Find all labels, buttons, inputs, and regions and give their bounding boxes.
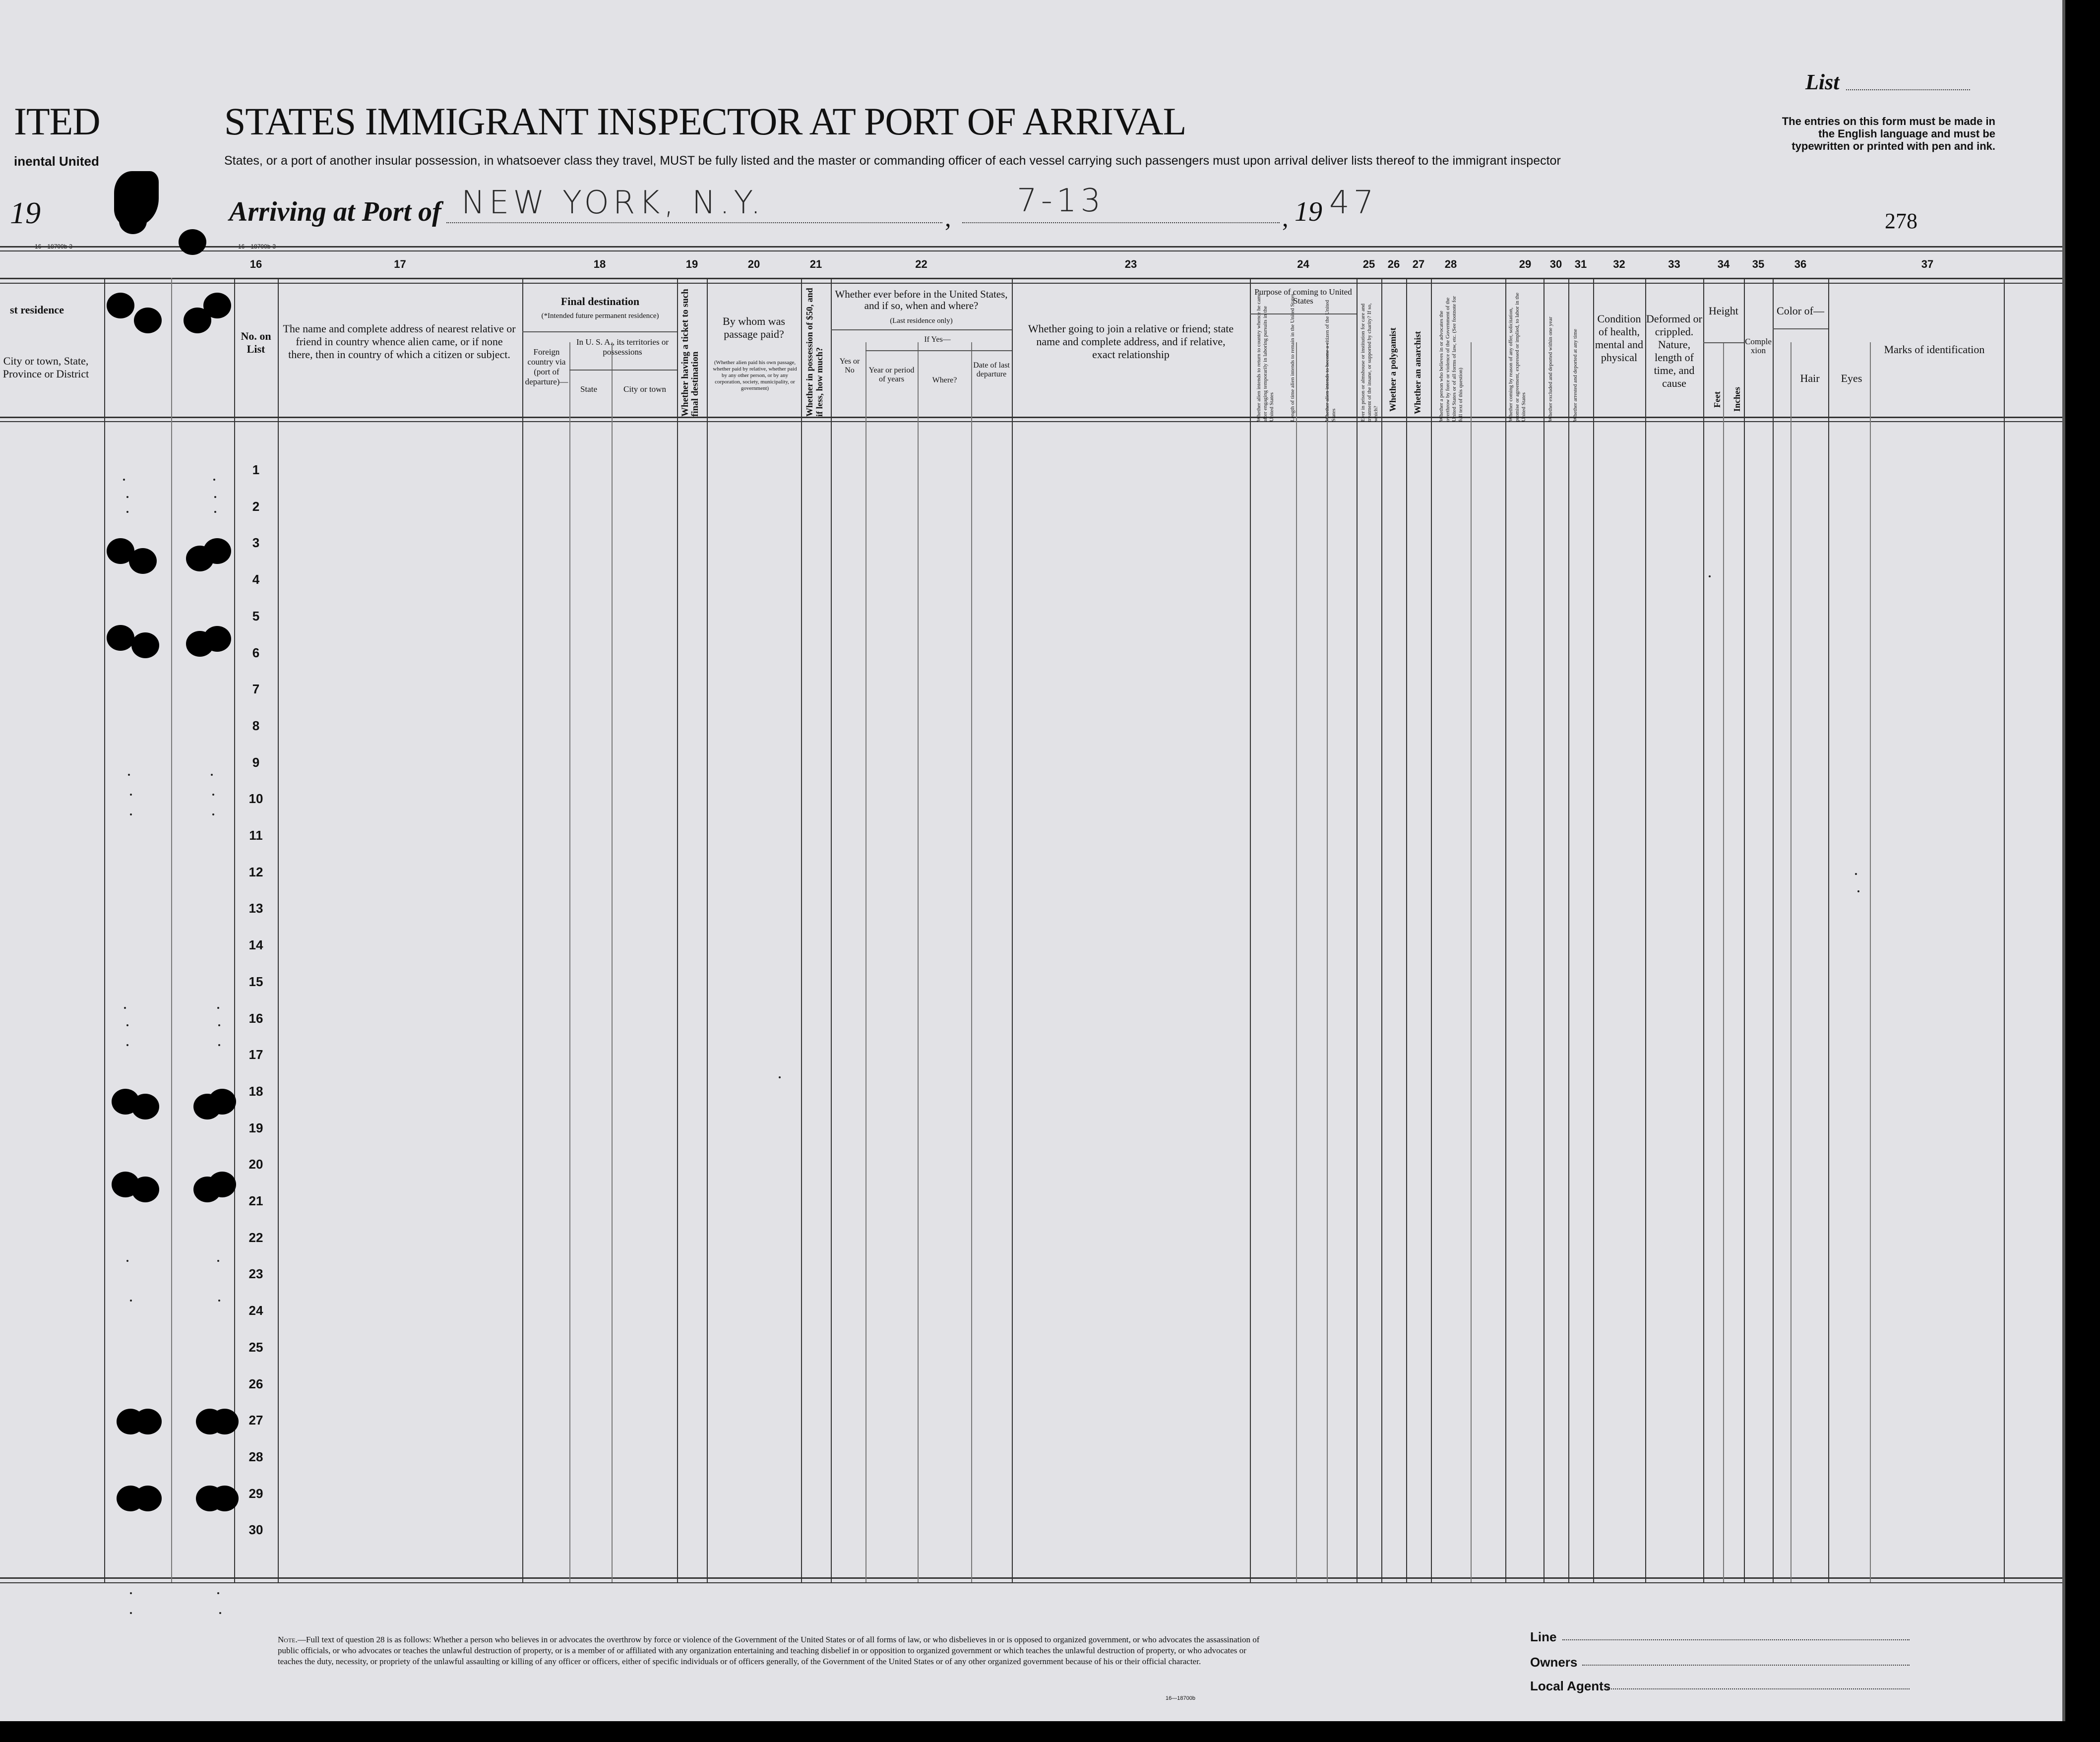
page-number: 278 <box>1885 209 1917 233</box>
punch-hole <box>211 1409 239 1434</box>
column-line <box>865 342 866 1582</box>
col31-heading: Whether arrested and deported at any time <box>1572 329 1578 422</box>
line-label: Line <box>1530 1629 1557 1644</box>
note-label: Note. <box>278 1635 298 1644</box>
colnum-30: 30 <box>1549 258 1562 270</box>
row-number: 9 <box>252 755 260 770</box>
col32-heading: Condition of health, mental and physical <box>1595 312 1644 364</box>
instructions: The entries on this form must be made in the English language and must be typewritten or printed with pen and ink. <box>1782 115 1995 152</box>
punch-hole <box>131 632 159 658</box>
speck <box>217 1007 219 1009</box>
rule-top-1 <box>0 246 2062 248</box>
torn-corner <box>114 171 159 226</box>
line-field <box>1562 1639 1910 1640</box>
list-label: List <box>1805 70 1840 94</box>
speck <box>212 794 214 796</box>
col33-heading: Deformed or crippled. Nature, length of time, and cause <box>1646 312 1702 389</box>
row-number: 26 <box>248 1376 263 1391</box>
column-line <box>801 278 802 1582</box>
punch-hole <box>211 1486 239 1511</box>
speck <box>126 1024 128 1026</box>
column-line <box>1406 278 1407 1582</box>
column-line <box>171 278 172 1582</box>
col18-city: City or town <box>623 384 666 394</box>
column-line <box>1645 278 1646 1582</box>
no-on-list-heading: No. on List <box>241 330 271 355</box>
colnum-37: 37 <box>1921 258 1934 270</box>
col22-yesno: Yes or No <box>839 357 860 374</box>
colnum-28: 28 <box>1444 258 1457 270</box>
colnum-17: 17 <box>394 258 406 270</box>
colnum-22: 22 <box>915 258 927 270</box>
col18-title: Final destination <box>560 295 640 308</box>
colnum-26: 26 <box>1387 258 1400 270</box>
row-number: 5 <box>252 609 260 623</box>
col18-state: State <box>580 384 597 394</box>
col36-title: Color of— <box>1777 305 1824 317</box>
speck <box>213 479 215 481</box>
subheader-divider <box>522 331 677 332</box>
speck <box>218 1300 220 1302</box>
speck <box>126 1044 128 1046</box>
col22-date: Date of last departure <box>973 361 1010 378</box>
speck <box>130 1612 132 1614</box>
colnum-25: 25 <box>1362 258 1375 270</box>
colnum-33: 33 <box>1668 258 1680 270</box>
column-line <box>1431 278 1432 1582</box>
list-line <box>1846 89 1970 90</box>
column-line <box>1250 278 1251 1582</box>
row-number: 22 <box>248 1230 263 1245</box>
col24-b: Length of time alien intends to remain in the United States <box>1290 294 1296 422</box>
colnum-35: 35 <box>1752 258 1765 270</box>
rule-colnums <box>0 278 2062 279</box>
row-number: 13 <box>248 901 263 916</box>
punch-hole <box>134 308 162 333</box>
punch-hole <box>134 1486 162 1511</box>
colnum-29: 29 <box>1519 258 1532 270</box>
residence-heading: st residence <box>10 304 64 316</box>
col18-usa: In U. S. A., its territories or possessions <box>576 337 669 357</box>
punch-hole <box>208 1089 236 1115</box>
col34-title: Height <box>1709 305 1738 317</box>
punch-hole <box>134 1409 162 1434</box>
punch-hole <box>179 229 206 255</box>
row-number: 24 <box>248 1303 263 1318</box>
colnum-36: 36 <box>1794 258 1807 270</box>
colnum-20: 20 <box>747 258 760 270</box>
col22-ifyes: If Yes— <box>924 335 951 344</box>
row-number: 29 <box>248 1486 263 1501</box>
punch-hole <box>131 1177 159 1202</box>
arriving-label: Arriving at Port of <box>229 196 441 227</box>
speck <box>211 774 213 776</box>
speck <box>1709 575 1711 577</box>
row-number: 21 <box>248 1193 263 1208</box>
punch-hole <box>131 1094 159 1120</box>
row-number: 17 <box>248 1047 263 1062</box>
speck <box>126 496 128 498</box>
col26-heading: Whether a polygamist <box>1388 327 1398 412</box>
column-line <box>2004 278 2005 1582</box>
speck <box>126 511 128 513</box>
subheader-divider <box>569 370 677 371</box>
col23-heading: Whether going to join a relative or friend; state name and complete address, and if relative, exact relationship <box>1028 322 1234 361</box>
row-number: 7 <box>252 682 260 696</box>
row-number: 15 <box>248 974 263 989</box>
speck <box>130 1300 132 1302</box>
column-line <box>1773 278 1774 1582</box>
row-number: 18 <box>248 1084 263 1099</box>
row-number: 1 <box>252 462 260 477</box>
row-number: 2 <box>252 499 260 514</box>
speck <box>124 1007 126 1009</box>
rule-head-bottom-2 <box>0 421 2062 422</box>
agents-label: Local Agents <box>1530 1679 1611 1693</box>
year-fragment: 19 <box>10 196 41 230</box>
col24-title: Purpose of coming to United States <box>1254 287 1352 306</box>
speck <box>218 1044 220 1046</box>
speck <box>214 496 216 498</box>
row-number: 4 <box>252 572 260 587</box>
speck <box>130 1592 132 1594</box>
column-line <box>522 278 523 1582</box>
speck <box>126 1260 128 1262</box>
col22-title: Whether ever before in the United States, and if so, when and where? <box>835 288 1008 311</box>
colnum-34: 34 <box>1717 258 1730 270</box>
col20-note: (Whether alien paid his own passage, whether paid by relative, whether paid by any other person, or by any corporation, society, municipality, or government) <box>713 360 797 391</box>
column-line <box>612 342 613 1582</box>
col30-heading: Whether excluded and deported within one year <box>1547 316 1553 422</box>
speck <box>217 1592 219 1594</box>
subtitle: States, or a port of another insular possession, in whatsoever class they travel, MUST be fully listed and the master or commanding officer of each vessel carrying such passengers must upon arrival deliver lists thereof to the immigrant inspector <box>224 154 1561 168</box>
speck <box>212 813 214 815</box>
col24-a: Whether alien intends to return to country whence he came after engaging temporarily in laboring pursuits in the United States <box>1256 293 1275 422</box>
column-line <box>1327 342 1328 1582</box>
row-number: 16 <box>248 1011 263 1026</box>
col34-feet: Feet <box>1712 391 1722 408</box>
column-line <box>1296 342 1297 1582</box>
continental-fragment: inental United <box>14 154 99 169</box>
speck <box>218 1024 220 1026</box>
punch-hole <box>203 538 231 564</box>
column-line <box>1828 278 1829 1582</box>
subheader-divider <box>1773 328 1828 329</box>
speck <box>1857 890 1859 892</box>
col37-heading: Marks of identification <box>1884 343 1985 356</box>
year-handwritten: 47 <box>1329 185 1378 221</box>
row-number: 20 <box>248 1157 263 1172</box>
colnum-32: 32 <box>1613 258 1625 270</box>
date-handwritten: 7-13 <box>1017 183 1105 219</box>
colnum-16: 16 <box>249 258 262 270</box>
column-line <box>1381 278 1382 1582</box>
comma2: , <box>1282 204 1289 232</box>
column-line <box>677 278 678 1582</box>
col36-eyes: Eyes <box>1841 372 1862 384</box>
row-number: 23 <box>248 1266 263 1281</box>
column-line <box>831 278 832 1582</box>
comma: , <box>945 204 951 232</box>
row-number: 6 <box>252 645 260 660</box>
col17-heading: The name and complete address of nearest relative or friend in country whence alien came, or if none there, then in country of which a citizen or subject. <box>283 322 516 361</box>
colnum-19: 19 <box>685 258 698 270</box>
column-line <box>971 342 972 1582</box>
speck <box>128 774 130 776</box>
col25-heading: Ever in prison or almshouse or institution for care and treatment of the insane, or supported by charity? If so, which? <box>1360 303 1379 422</box>
speck <box>130 794 132 796</box>
col22-year: Year or period of years <box>868 366 915 383</box>
subheader-divider <box>865 350 1012 351</box>
col19-heading: Whether having a ticket to such final destination <box>680 289 700 417</box>
date-line <box>962 222 1280 223</box>
col21-heading: Whether in possession of $50, and if less, how much? <box>804 288 824 417</box>
speck <box>130 813 132 815</box>
column-line <box>1703 278 1704 1582</box>
row-number: 28 <box>248 1449 263 1464</box>
col28-heading: Whether a person who believes in or advocates the overthrow by force or violence of the Government of the United States or of all forms of law, etc. (See footnote for full text of this question) <box>1438 296 1464 422</box>
column-line <box>1870 342 1871 1582</box>
residence-subheading: City or town, State, Province or District <box>2 355 89 380</box>
column-line <box>918 342 919 1582</box>
column-line <box>1723 342 1724 1582</box>
col29-heading: Whether coming by reason of any offer, solicitation, promise or agreement, expressed or implied, to labor in the United States <box>1508 293 1527 422</box>
colnum-23: 23 <box>1124 258 1137 270</box>
colnum-27: 27 <box>1412 258 1425 270</box>
rule-top-2 <box>0 250 2062 251</box>
col22-where: Where? <box>932 376 957 384</box>
speck <box>214 511 216 513</box>
column-line <box>707 278 708 1582</box>
rule-body-bottom <box>0 1577 2062 1579</box>
column-line <box>104 278 105 1582</box>
form-code-bottom: 16—18700b <box>1166 1695 1195 1701</box>
punch-hole <box>129 548 157 574</box>
title-fragment: ITED <box>14 100 100 143</box>
col24-c: Whether alien intends to become a citizen of the United States <box>1324 300 1337 422</box>
rule-head-bottom <box>0 417 2062 418</box>
col34-inches: Inches <box>1732 386 1742 412</box>
row-number: 8 <box>252 718 260 733</box>
colnum-31: 31 <box>1574 258 1587 270</box>
speck <box>123 479 125 481</box>
colnum-18: 18 <box>593 258 606 270</box>
column-line <box>569 342 570 1582</box>
rule-colnums-2 <box>0 283 2062 284</box>
speck <box>779 1076 781 1078</box>
page-title: STATES IMMIGRANT INSPECTOR AT PORT OF ARRIVAL <box>224 100 1186 143</box>
owners-label: Owners <box>1530 1655 1578 1670</box>
row-number: 10 <box>248 791 263 806</box>
column-line <box>1744 278 1745 1582</box>
col20-title: By whom was passage paid? <box>723 315 785 340</box>
subheader-divider <box>831 329 1012 330</box>
col27-heading: Whether an anarchist <box>1413 331 1422 414</box>
col36-hair: Hair <box>1800 372 1820 384</box>
punch-hole <box>107 293 134 318</box>
row-number: 14 <box>248 937 263 952</box>
row-number: 25 <box>248 1340 263 1355</box>
column-line <box>1471 342 1472 1582</box>
owners-field <box>1582 1665 1910 1666</box>
speck <box>219 1612 221 1614</box>
column-line <box>1505 278 1506 1582</box>
col18-foreign: Foreign country via (port of departure)— <box>525 347 568 386</box>
row-number: 12 <box>248 865 263 879</box>
row-number: 30 <box>248 1522 263 1537</box>
speck <box>217 1260 219 1262</box>
row-number: 27 <box>248 1413 263 1428</box>
agents-field <box>1607 1688 1910 1689</box>
colnum-21: 21 <box>809 258 822 270</box>
column-line <box>1593 278 1594 1582</box>
col18-note: (*Intended future permanent residence) <box>541 312 659 320</box>
note-text: —Full text of question 28 is as follows: Whether a person who believes in or advocates the overthrow by force or violence of the Government of the United States or of all forms of law, or who disbelieves in or is opposed to organized government, or who advocates the assassination of public officials, or who advocates or teaches the unlawful destruction of property, or is a member of or affiliated with any organization entertaining and teaching disbelief in or opposition to organized government or which teaches the unlawful destruction of property, or who advocates or teaches the duty, necessity, or propriety of the unlawful assaulting or killing of any officer or officers, either of specific individuals or of officers generally, of the Government of the United States or of any other organized government because of his or their official character. <box>278 1635 1260 1666</box>
column-line <box>1012 278 1013 1582</box>
speck <box>1855 873 1857 875</box>
column-line <box>1568 278 1569 1582</box>
subheader-divider <box>1703 342 1744 343</box>
port-line <box>446 222 942 223</box>
punch-hole <box>107 625 134 651</box>
row-number: 3 <box>252 535 260 550</box>
column-line <box>1357 278 1358 1582</box>
col35-heading: Complexion <box>1745 337 1772 355</box>
column-line <box>278 278 279 1582</box>
rule-body-bottom-2 <box>0 1582 2062 1583</box>
punch-hole <box>208 1172 236 1197</box>
col22-note: (Last residence only) <box>890 317 953 325</box>
port-handwritten: NEW YORK, N.Y. <box>461 185 765 221</box>
colnum-24: 24 <box>1297 258 1309 270</box>
row-number: 11 <box>249 828 263 843</box>
punch-hole <box>203 626 231 652</box>
footnote <box>278 1634 1270 1667</box>
year-prefix: 19 <box>1295 196 1322 227</box>
row-number: 19 <box>248 1120 263 1135</box>
punch-hole <box>203 293 231 318</box>
